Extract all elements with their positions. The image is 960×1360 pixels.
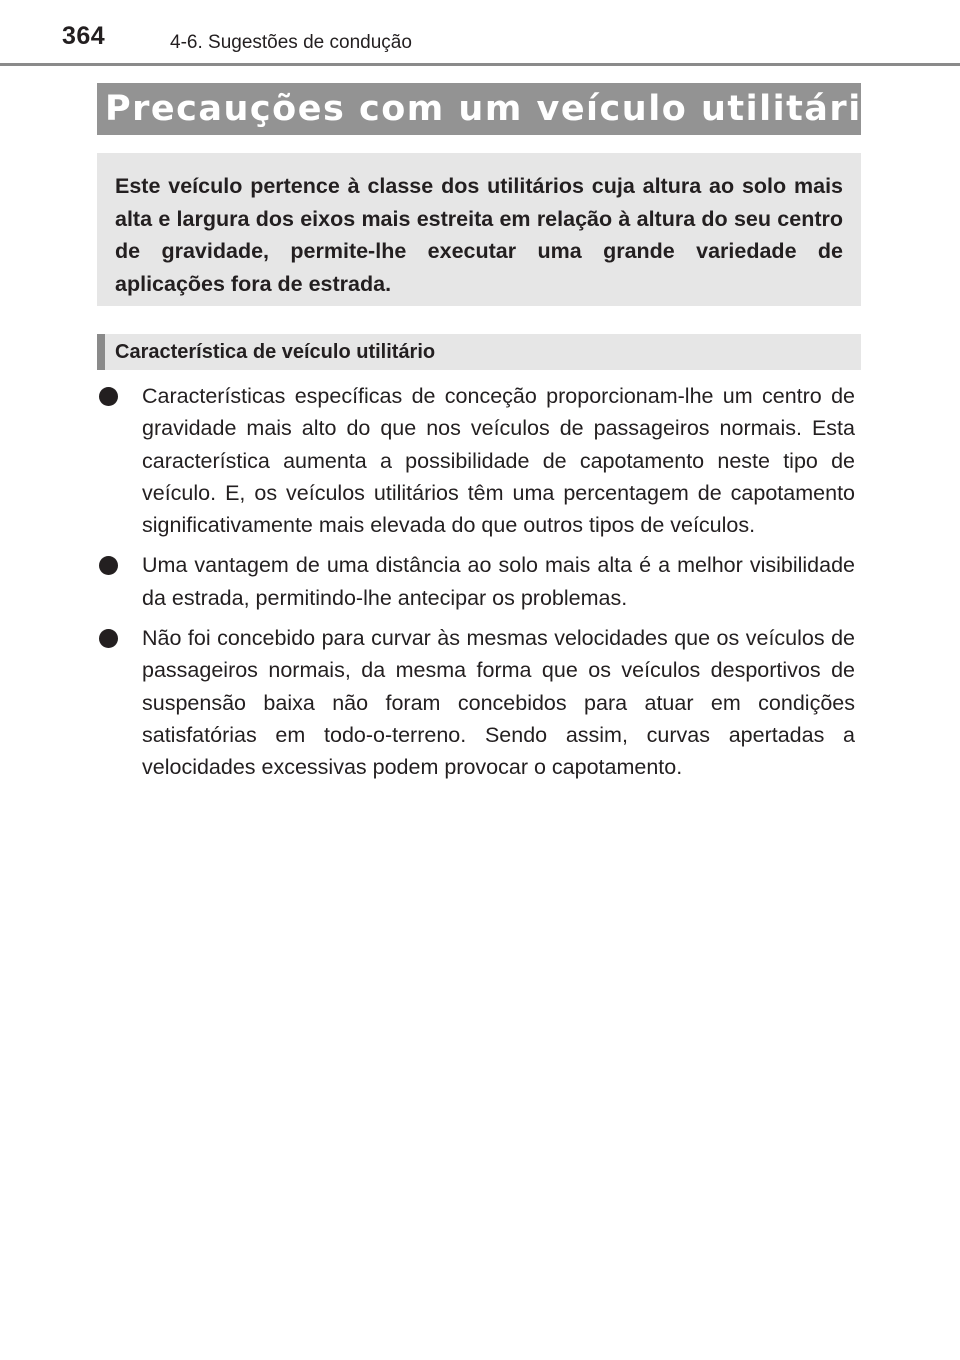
page-number: 364 xyxy=(62,22,106,50)
list-item xyxy=(97,380,855,541)
intro-box xyxy=(97,153,861,306)
bullet-icon xyxy=(99,629,118,648)
bullet-icon xyxy=(99,556,118,575)
intro-text: Este veículo pertence à classe dos utilitários cuja altura ao solo mais alta e largura dos eixos mais estreita em relação à altura do seu centro de gravidade, permite-lhe executar uma grande variedade de aplicações fora de estrada. xyxy=(115,174,843,296)
list-item-text: Características específicas de conceção proporcionam-lhe um centro de gravidade mais alto do que nos veículos de passageiros normais. Esta característica aumenta a possibilidade de capotamento neste tipo de veículo. E, os veículos utilitários têm uma percentagem de capotamento significativamente mais elevada do que outros tipos de veículos. xyxy=(142,384,855,538)
running-head: 4-6. Sugestões de condução xyxy=(170,32,412,53)
list-item xyxy=(97,549,855,614)
list-item-text: Uma vantagem de uma distância ao solo mais alta é a melhor visibilidade da estrada, permitindo-lhe antecipar os problemas. xyxy=(142,553,855,610)
list-item-text: Não foi concebido para curvar às mesmas velocidades que os veículos de passageiros normais, da mesma forma que os veículos desportivos de suspensão baixa não foram concebidos para atuar em condições satisfatórias em todo-o-terreno. Sendo assim, curvas apertadas a velocidades excessivas podem provocar o capotamento. xyxy=(142,626,855,780)
list-item xyxy=(97,622,855,783)
page-title: Precauções com um veículo utilitário xyxy=(97,83,861,135)
header-rule xyxy=(0,63,960,66)
bullet-list xyxy=(97,380,855,792)
section-heading: Característica de veículo utilitário xyxy=(97,334,861,370)
bullet-icon xyxy=(99,387,118,406)
